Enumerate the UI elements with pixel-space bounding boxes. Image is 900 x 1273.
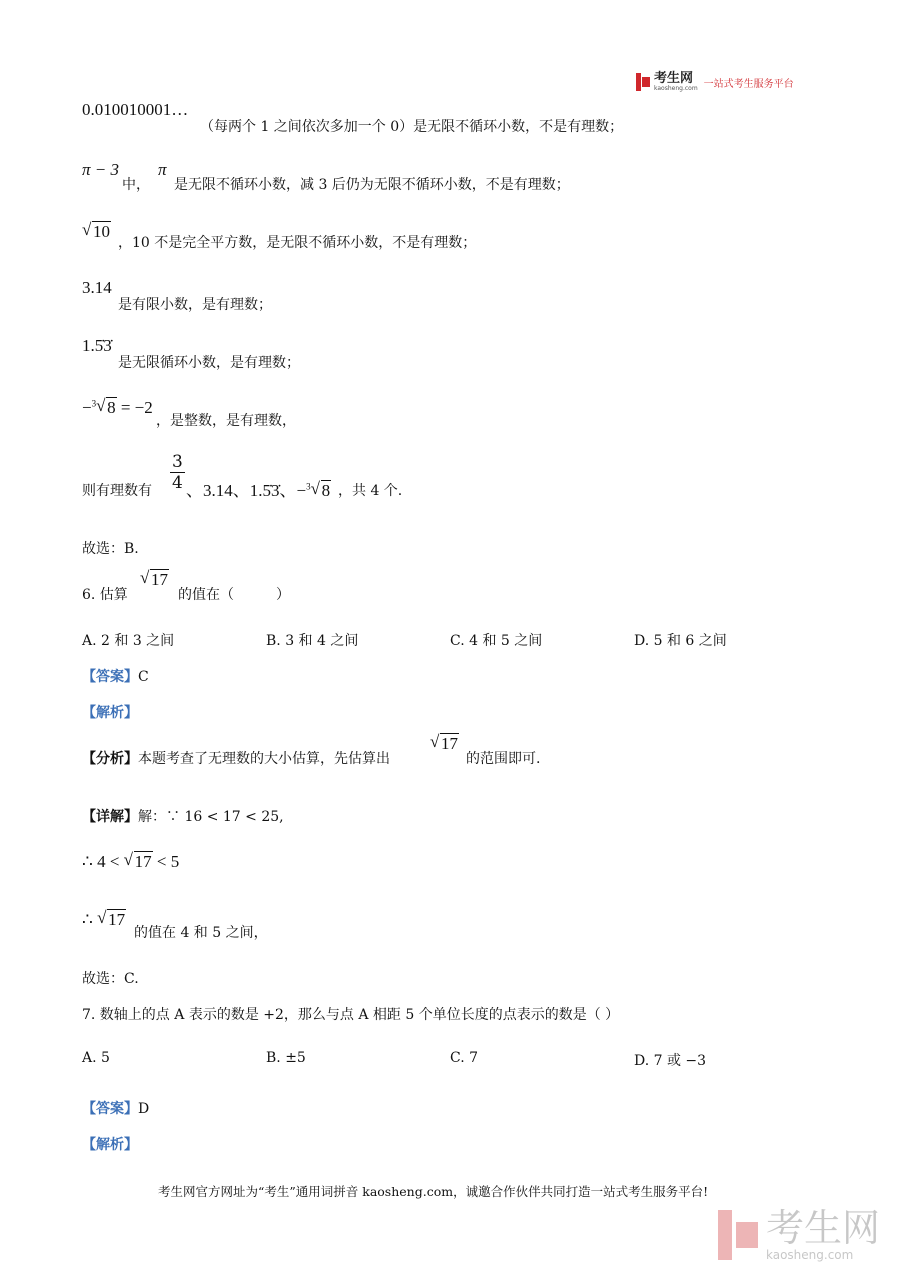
q6-stem-pre: 6. 估算	[82, 587, 128, 603]
q6-stem-post: 的值在（ ）	[178, 587, 290, 603]
line-5-number: 1.5̇3̇	[82, 336, 112, 355]
q6-option-c: C. 4 和 5 之间	[450, 633, 543, 649]
watermark-text: 考生网	[766, 1206, 881, 1250]
q6-answer	[82, 666, 149, 686]
watermark	[718, 1208, 880, 1262]
q6-option-a: A. 2 和 3 之间	[82, 633, 175, 649]
line-7-text: ，共 4 个.	[338, 483, 403, 499]
footer-text: 考生网官方网址为“考生”通用词拼音 kaosheng.com，诚邀合作伙伴共同打造一站式考生服务平台!	[158, 1184, 709, 1199]
q6-xiangjie: 【详解】解：∵ 16 < 17 < 25,	[82, 809, 284, 825]
q6-step-2-text: 的值在 4 和 5 之间，	[134, 925, 268, 941]
logo-sub: kaosheng.com	[654, 85, 698, 92]
line-2-expression: π − 3	[82, 160, 119, 179]
line-7-expression: 、3.14、1.5̇3̇、−$^3$ √ 8	[186, 479, 331, 500]
line-2	[82, 160, 119, 180]
kaosheng-logo-icon	[636, 73, 650, 91]
line-4-text: 是有限小数，是有理数；	[118, 297, 272, 313]
line-8: 故选：B.	[82, 541, 139, 557]
q7-option-a: A. 5	[82, 1050, 110, 1066]
header-logo	[636, 72, 794, 92]
answer-value: C	[138, 669, 149, 685]
q6-choose: 故选：C.	[82, 971, 139, 987]
q7-stem: 7. 数轴上的点 A 表示的数是 +2，那么与点 A 相距 5 个单位长度的点表示的数是（ ）	[82, 1007, 620, 1023]
q7-answer	[82, 1098, 149, 1118]
q7-option-b: B. ±5	[266, 1050, 306, 1066]
line-2-pi: π	[158, 160, 167, 179]
answer-label: 【答案】	[82, 669, 138, 685]
q6-option-d: D. 5 和 6 之间	[634, 633, 727, 649]
q6-fenxi-post: 的范围即可.	[466, 751, 541, 767]
line-5-text: 是无限循环小数，是有理数；	[118, 355, 300, 371]
line-6-text: ，是整数，是有理数，	[156, 413, 296, 429]
q7-option-d: D. 7 或 −3	[634, 1053, 707, 1069]
line-1	[82, 100, 188, 120]
line-4-number: 3.14	[82, 278, 112, 297]
line-6-expression: −$^3$ √ 8 = −2	[82, 396, 153, 417]
fraction-3-4: $\frac{3}{4}$	[172, 452, 183, 493]
line-1-number: 0.010010001…	[82, 100, 189, 119]
kaosheng-watermark-icon	[718, 1210, 758, 1260]
q6-step-1: ∴ 4 < √ 17 < 5	[82, 850, 180, 871]
answer-label: 【答案】	[82, 1101, 138, 1117]
header-slogan: 一站式考生服务平台	[703, 78, 794, 90]
line-2-text: 是无限不循环小数，减 3 后仍为无限不循环小数，不是有理数；	[174, 177, 570, 193]
q6-fenxi-sqrt-17: √ 17	[430, 732, 458, 753]
logo-text: 考生网	[654, 71, 694, 86]
q6-analysis-label: 【解析】	[82, 705, 138, 721]
sqrt-10: √ 10	[82, 220, 110, 241]
line-3-text: ，10 不是完全平方数，是无限不循环小数，不是有理数；	[118, 235, 477, 251]
q6-step-2: ∴ √ 17	[82, 908, 126, 929]
q7-analysis-label: 【解析】	[82, 1137, 138, 1153]
q6-sqrt-17: √ 17	[140, 568, 168, 589]
watermark-sub: kaosheng.com	[766, 1248, 854, 1262]
q6-fenxi: 【分析】本题考查了无理数的大小估算，先估算出	[82, 751, 390, 767]
line-2-mid: 中，	[122, 177, 150, 193]
q6-option-b: B. 3 和 4 之间	[266, 633, 359, 649]
line-3	[82, 222, 111, 242]
answer-value: D	[138, 1101, 150, 1117]
line-7-pre: 则有理数有	[82, 483, 152, 499]
line-1-text: （每两个 1 之间依次多加一个 0）是无限不循环小数，不是有理数；	[200, 119, 624, 135]
q7-option-c: C. 7	[450, 1050, 479, 1066]
